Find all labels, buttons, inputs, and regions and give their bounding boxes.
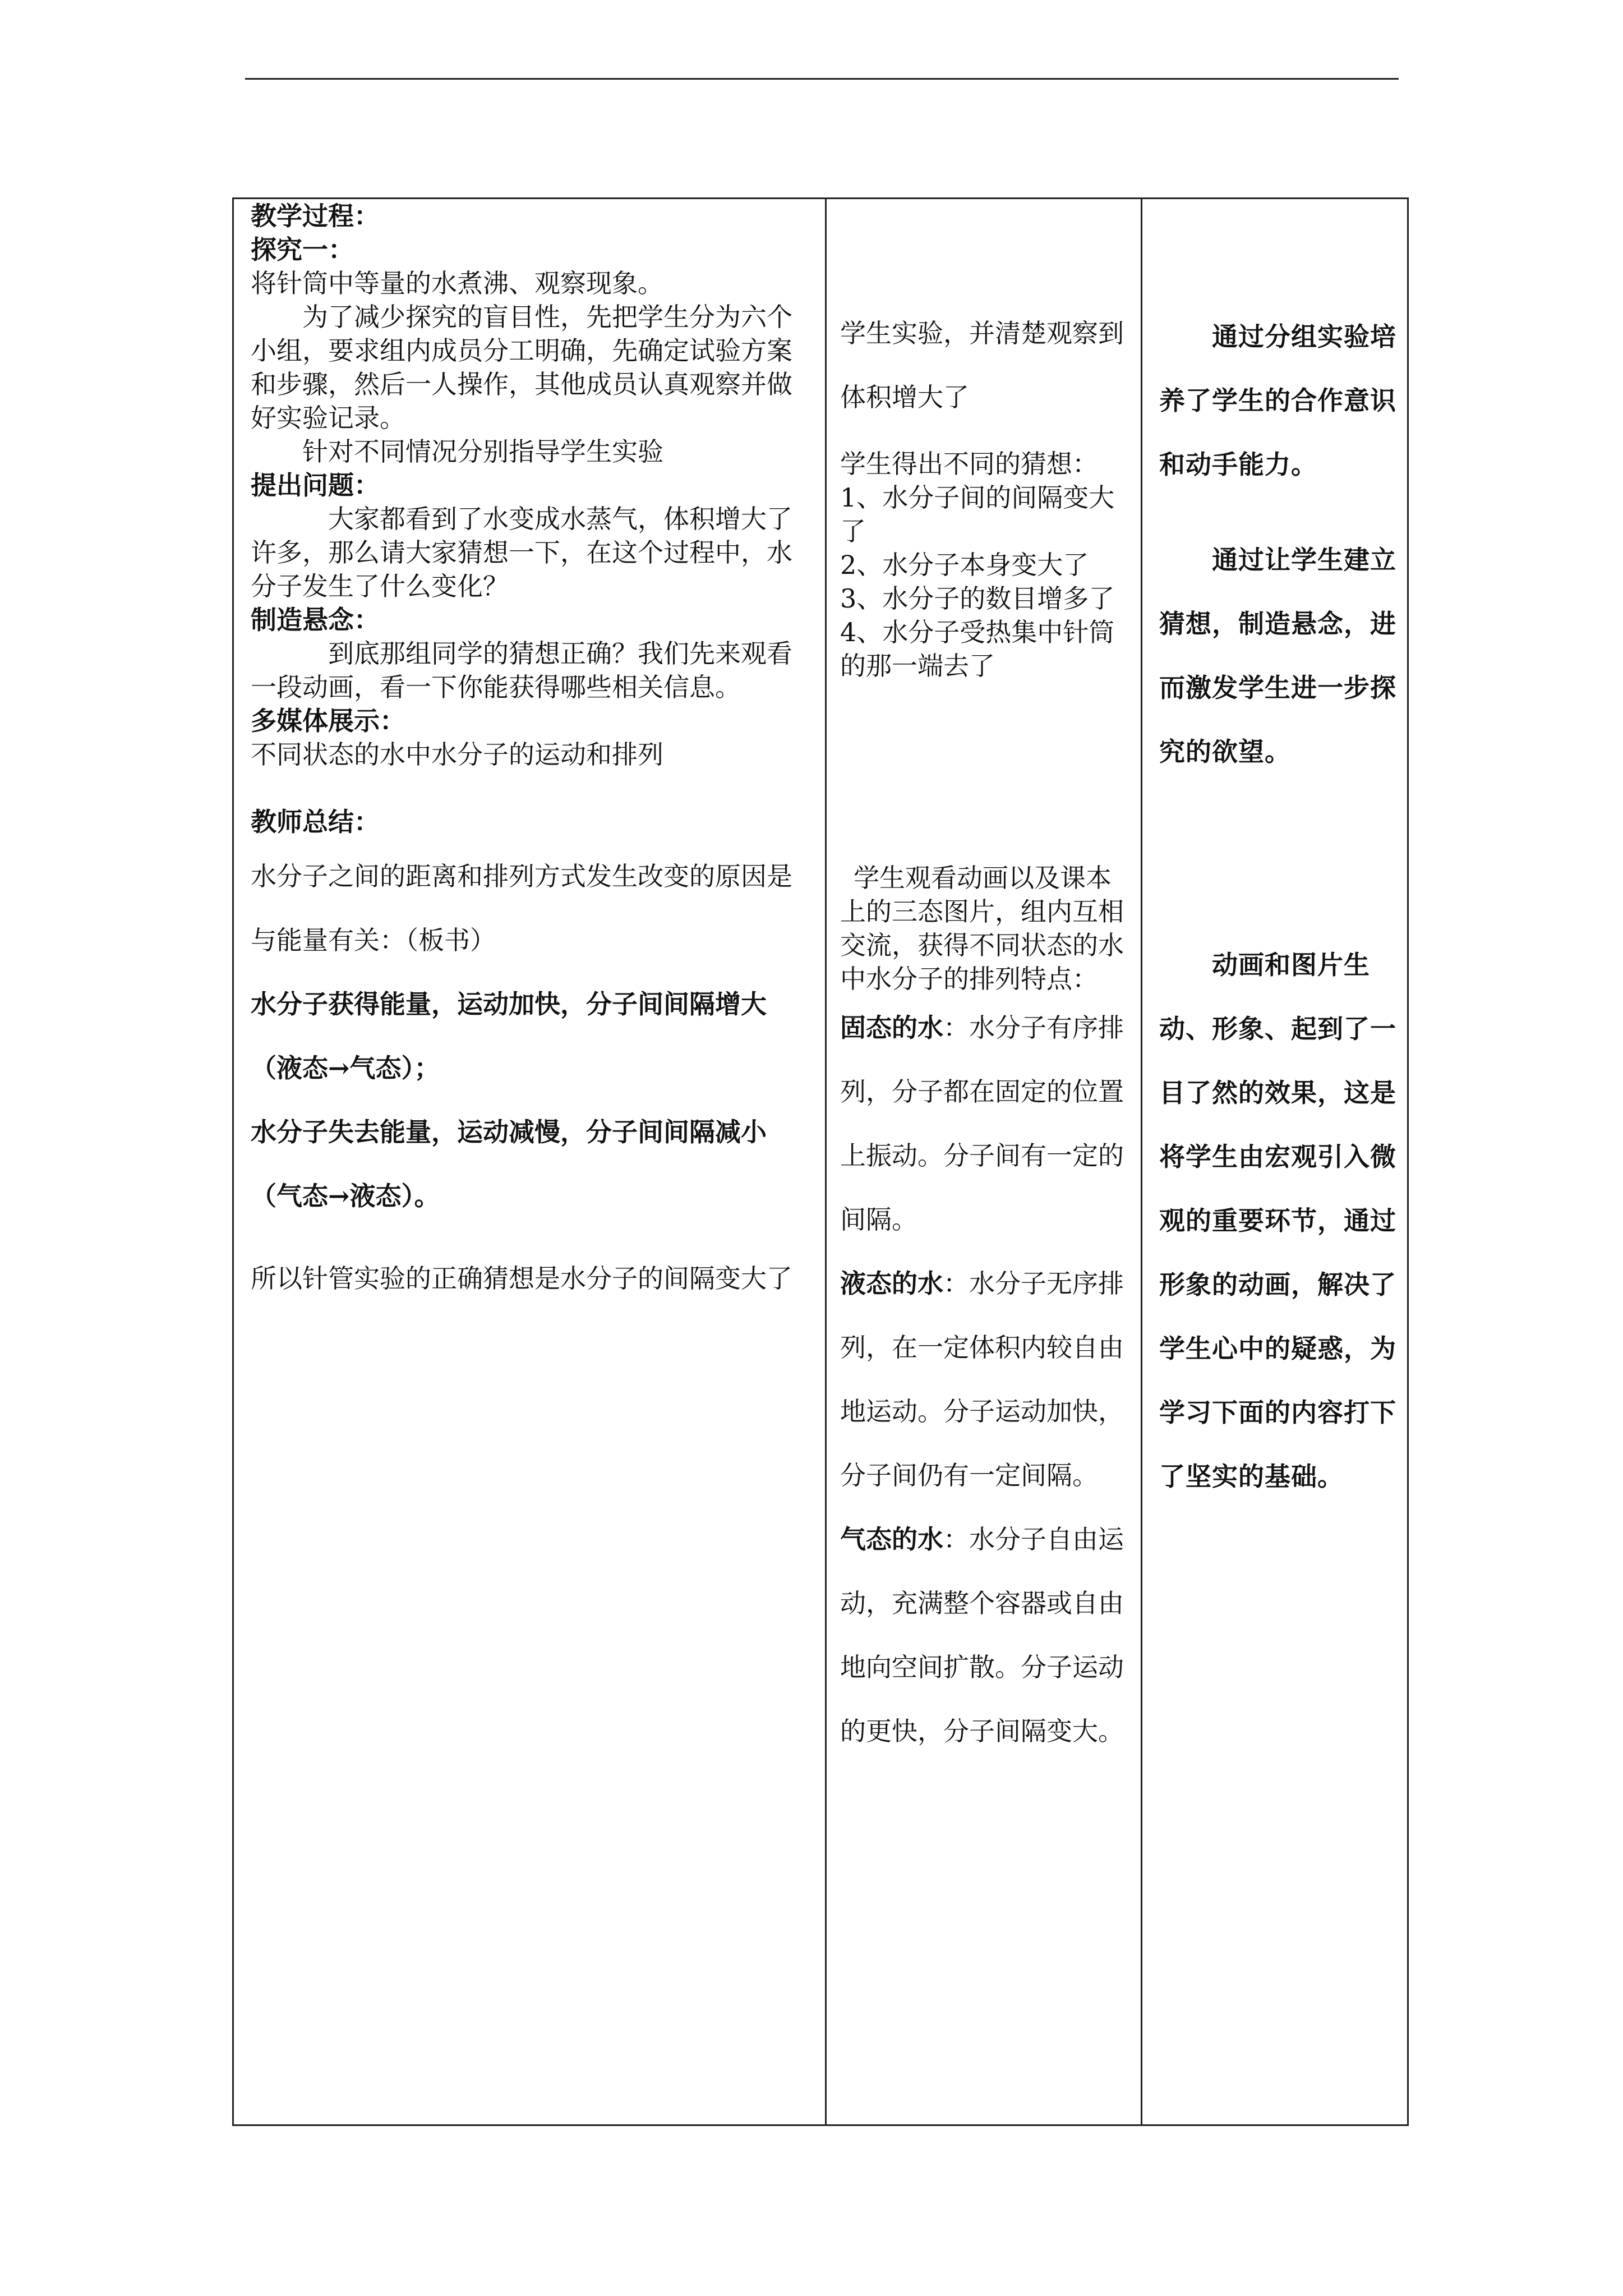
multimedia-text: 不同状态的水中水分子的运动和排列: [251, 739, 663, 770]
guess-intro: 学生得出不同的猜想：: [840, 449, 1098, 479]
energy-gain-rule: 水分子获得能量，运动加快，分子间间隔增大（液态→气态）；: [251, 989, 767, 1083]
gas-water-description: [840, 1507, 1134, 1763]
design-intent-column: [1142, 199, 1409, 2124]
guess-item: 3、水分子的数目增多了: [840, 583, 1115, 614]
guess-item: 2、水分子本身变大了: [840, 550, 1089, 580]
lesson-table: [232, 197, 1409, 2126]
design-note-guessing: 通过让学生建立猜想，制造悬念，进而激发学生进一步探究的欲望。: [1159, 545, 1396, 767]
experiment-text: 学生实验，并清楚观察到体积增大了: [840, 318, 1124, 412]
teaching-process-column: [234, 199, 825, 2124]
guess-item: 4、水分子受热集中针筒的那一端去了: [840, 617, 1115, 681]
watch-animation-paragraph: 学生观看动画以及课本上的三态图片，组内互相交流，获得不同状态的水中水分子的排列特点：: [840, 863, 1124, 994]
liquid-water-description: [840, 1251, 1134, 1507]
liquid-water-label: 液态的水: [840, 1268, 943, 1299]
header-rule: [245, 78, 1399, 80]
heading-raise-question: 提出问题：: [251, 470, 380, 500]
heading-suspense: 制造悬念：: [251, 605, 380, 635]
guess-item: 1、水分子间的间隔变大了: [840, 482, 1115, 546]
design-note-animation: 动画和图片生动、形象、起到了一目了然的效果，这是将学生由宏观引入微观的重要环节，通过形象的动画，解决了学生心中的疑惑，为学习下面的内容打下了坚实的基础。: [1159, 950, 1396, 1492]
design-note-group-experiment: 通过分组实验培养了学生的合作意识和动手能力。: [1159, 321, 1396, 480]
solid-water-label: 固态的水: [840, 1013, 943, 1043]
solid-water-description: [840, 996, 1134, 1251]
gas-water-label: 气态的水: [840, 1524, 943, 1554]
heading-teaching-process: 教学过程：: [251, 201, 380, 231]
energy-loss-rule: 水分子失去能量，运动减慢，分子间间隔减小（气态→液态）。: [251, 1117, 767, 1211]
suspense-paragraph: 到底那组同学的猜想正确？我们先来观看一段动画，看一下你能获得哪些相关信息。: [251, 638, 792, 702]
gas-water-text: ：水分子自由运动，充满整个容器或自由地向空间扩散。分子运动的更快，分子间隔变大。: [840, 1524, 1124, 1746]
heading-explore-one: 探究一：: [251, 234, 354, 265]
liquid-water-text: ：水分子无序排列，在一定体积内较自由地运动。分子运动加快，分子间仍有一定间隔。: [840, 1268, 1124, 1490]
guidance-text: 针对不同情况分别指导学生实验: [302, 436, 663, 467]
grouping-paragraph: 为了减少探究的盲目性，先把学生分为六个小组，要求组内成员分工明确，先确定试验方案和步骤，然后一人操作，其他成员认真观察并做好实验记录。: [251, 302, 792, 433]
explore-text: 将针筒中等量的水煮沸、观察现象。: [251, 268, 663, 298]
student-activity-column: [827, 199, 1141, 2124]
heading-teacher-summary: 教师总结：: [251, 807, 380, 837]
question-paragraph: 大家都看到了水变成水蒸气，体积增大了许多，那么请大家猜想一下，在这个过程中，水分子发生了什么变化？: [251, 504, 792, 601]
heading-multimedia: 多媒体展示：: [251, 706, 405, 736]
summary-paragraph: 水分子之间的距离和排列方式发生改变的原因是与能量有关：（板书）: [251, 861, 792, 955]
conclusion-text: 所以针管实验的正确猜想是水分子的间隔变大了: [251, 1263, 792, 1294]
solid-water-text: ：水分子有序排列，分子都在固定的位置上振动。分子间有一定的间隔。: [840, 1013, 1124, 1235]
